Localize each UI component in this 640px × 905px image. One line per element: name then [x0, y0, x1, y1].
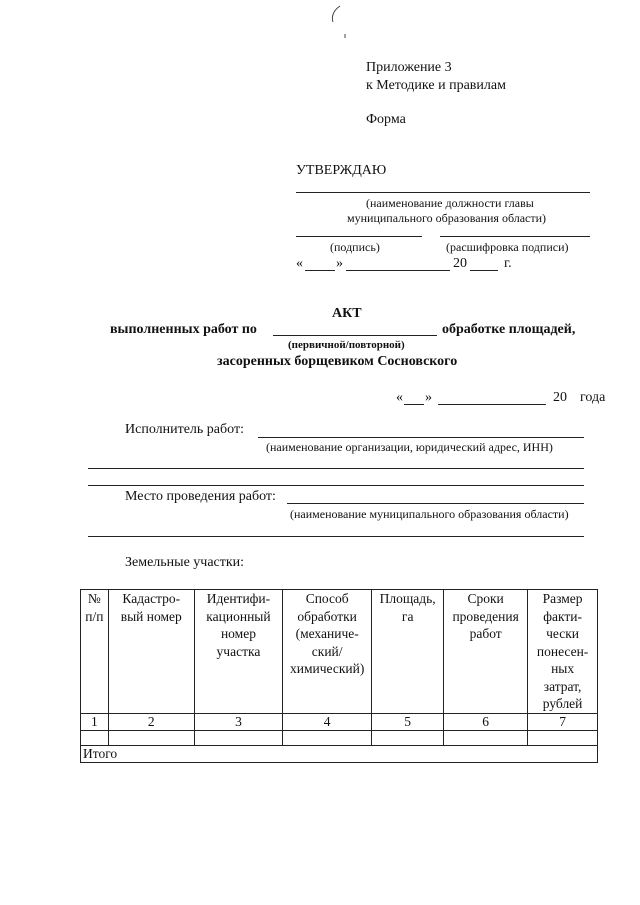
table-cell — [81, 730, 109, 745]
header-cell-number: № п/п — [81, 590, 109, 714]
executor-hint: (наименование организации, юридический адрес, ИНН) — [266, 440, 553, 454]
act-type-line — [273, 335, 437, 336]
act-year-suffix: года — [580, 390, 606, 405]
form-label: Форма — [366, 112, 406, 127]
table-cell — [283, 730, 372, 745]
table-row — [81, 730, 598, 745]
header-cell-area: Площадь, га — [372, 590, 444, 714]
executor-extra-line-2 — [88, 485, 584, 486]
position-line — [296, 192, 590, 193]
approval-date-close: » — [336, 256, 343, 271]
approval-year-line — [470, 270, 498, 271]
approval-year-suffix: г. — [504, 256, 512, 271]
approval-year-prefix: 20 — [453, 256, 467, 271]
act-year-prefix: 20 — [553, 390, 567, 405]
place-extra-line — [88, 536, 584, 537]
place-line — [287, 503, 584, 504]
table-total-row — [81, 745, 598, 762]
place-hint: (наименование муниципального образования области) — [290, 507, 569, 521]
table-header-row — [81, 590, 598, 714]
header-cell-cadastral: Кадастро- вый номер — [108, 590, 194, 714]
executor-extra-line-1 — [88, 468, 584, 469]
appendix-line-2: к Методике и правилам — [366, 78, 506, 93]
column-number-cell: 6 — [444, 713, 528, 730]
decode-hint: (расшифровка подписи) — [446, 240, 569, 254]
column-number-cell: 1 — [81, 713, 109, 730]
table-cell — [528, 730, 598, 745]
signature-hint: (подпись) — [330, 240, 380, 254]
header-cell-costs: Размер факти- чески понесен- ных затрат, рублей — [528, 590, 598, 714]
approval-date-open: « — [296, 256, 303, 271]
approval-month-line — [346, 270, 450, 271]
plots-table — [80, 589, 598, 763]
approval-title: УТВЕРЖДАЮ — [296, 163, 387, 178]
handwritten-mark — [324, 4, 346, 38]
header-cell-identification: Идентифи- кационный номер участка — [194, 590, 282, 714]
column-number-cell: 5 — [372, 713, 444, 730]
position-hint-2: муниципального образования области) — [347, 211, 547, 225]
act-type-hint: (первичной/повторной) — [288, 339, 405, 351]
column-number-cell: 3 — [194, 713, 282, 730]
signature-line — [296, 236, 422, 237]
decode-line — [440, 236, 590, 237]
table-column-numbers-row — [81, 713, 598, 730]
column-number-cell: 4 — [283, 713, 372, 730]
table-cell — [108, 730, 194, 745]
act-day-line — [404, 404, 424, 405]
appendix-line-1: Приложение 3 — [366, 60, 452, 75]
position-hint-1: (наименование должности главы — [366, 196, 534, 210]
act-line-2: засоренных борщевиком Сосновского — [217, 354, 458, 369]
table-cell — [372, 730, 444, 745]
act-month-line — [438, 404, 546, 405]
plots-label: Земельные участки: — [125, 555, 245, 570]
header-cell-method: Способ обработки (механиче- ский/ химический) — [283, 590, 372, 714]
act-line-1-start: выполненных работ по — [110, 322, 257, 337]
act-title: АКТ — [332, 306, 362, 321]
executor-label: Исполнитель работ: — [125, 422, 244, 437]
executor-line — [258, 437, 584, 438]
column-number-cell: 7 — [528, 713, 598, 730]
act-line-1-end: обработке площадей, — [442, 322, 576, 337]
header-cell-dates: Сроки проведения работ — [444, 590, 528, 714]
total-label: Итого — [81, 745, 598, 762]
act-date-open: « — [396, 390, 403, 405]
column-number-cell: 2 — [108, 713, 194, 730]
table-cell — [194, 730, 282, 745]
act-date-close: » — [425, 390, 432, 405]
place-label: Место проведения работ: — [125, 489, 276, 504]
approval-day-line — [305, 270, 335, 271]
table-cell — [444, 730, 528, 745]
